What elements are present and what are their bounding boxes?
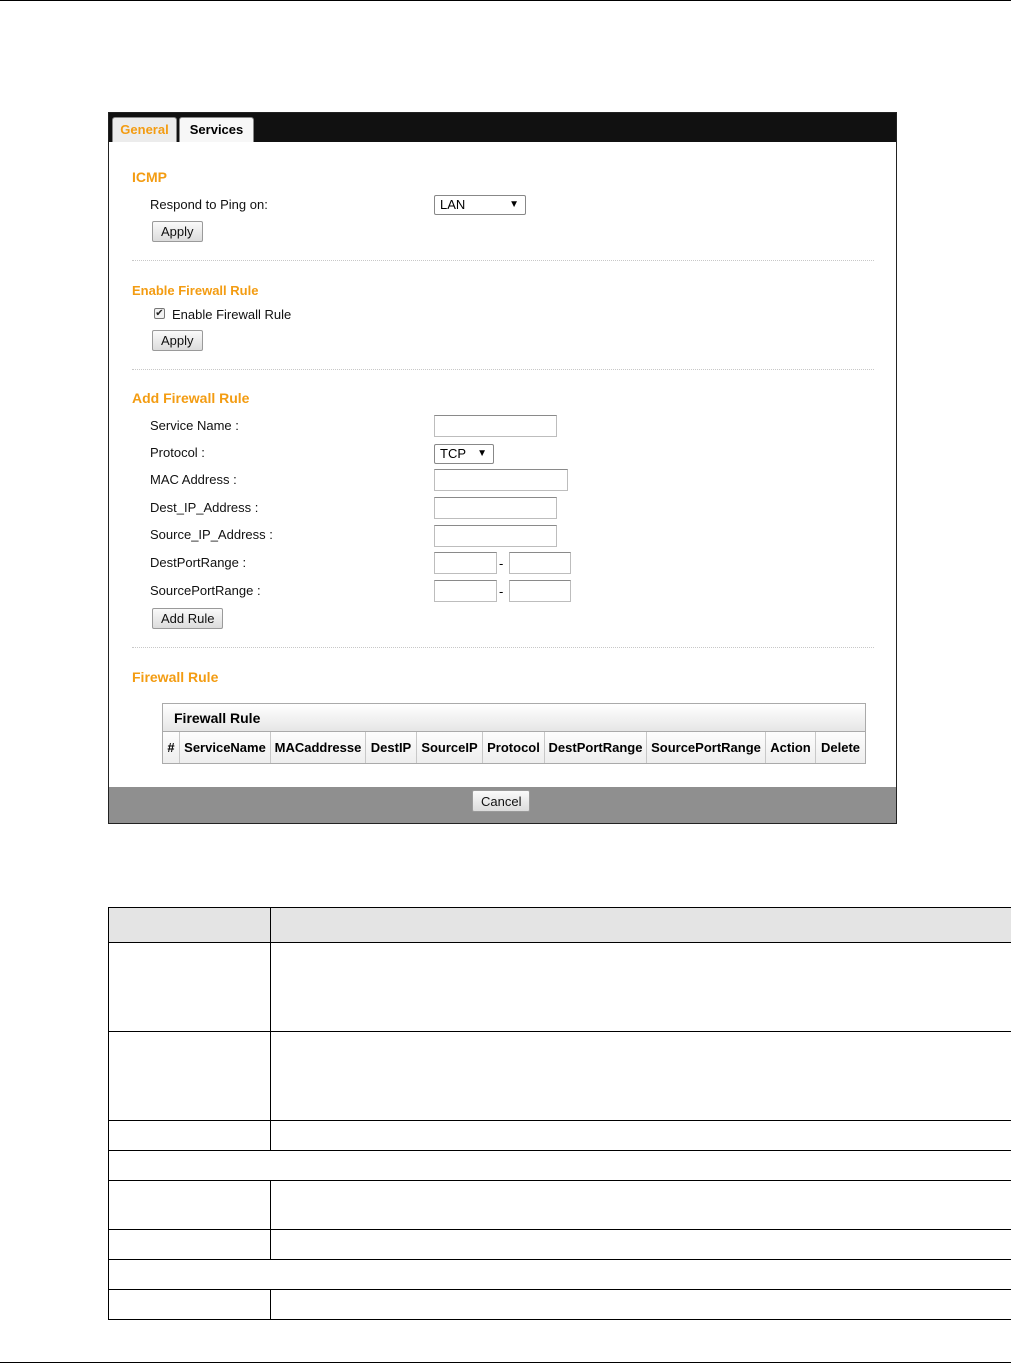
column-source-port-range: SourcePortRange [646,732,765,763]
section-divider [132,260,874,261]
protocol-label: Protocol : [150,445,205,460]
column-dest-ip: DestIP [365,732,416,763]
range-separator: - [499,556,504,571]
table-row [109,1290,1011,1320]
table-row [109,1032,1011,1121]
range-separator: - [499,584,504,599]
bottom-rule [0,1362,1011,1363]
add-rule-button[interactable]: Add Rule [152,608,223,629]
source-port-end-input[interactable] [509,580,571,602]
table-header-row [109,908,1011,943]
column-mac-address: MACaddresse [270,732,365,763]
cancel-button[interactable]: Cancel [472,790,530,812]
table-header-cell [109,908,271,943]
table-row [109,943,1011,1032]
enable-rule-title: Enable Firewall Rule [132,283,259,298]
column-index: # [167,740,175,755]
table-cell [271,1121,1011,1151]
description-table [108,907,1011,1320]
service-name-label: Service Name : [150,418,239,433]
section-divider [132,369,874,370]
dest-port-start-input[interactable] [434,552,497,574]
protocol-value: TCP [440,446,466,461]
dropdown-arrow-icon: ▼ [477,448,487,459]
dest-ip-label: Dest_IP_Address : [150,500,259,515]
table-cell [271,1032,1011,1121]
footer-bar [109,787,896,823]
table-row [109,1121,1011,1151]
respond-ping-select[interactable] [434,195,526,215]
enable-rule-checkbox[interactable] [154,308,165,319]
table-row [109,1230,1011,1260]
source-ip-label: Source_IP_Address : [150,527,273,542]
table-cell [109,1121,271,1151]
table-cell [271,1181,1011,1230]
table-row [109,1260,1011,1290]
column-action: Action [765,732,815,763]
table-caption: Firewall Rule [163,704,865,732]
source-ip-input[interactable] [434,525,557,547]
dropdown-arrow-icon: ▼ [509,199,519,210]
table-cell [109,943,271,1032]
source-port-start-input[interactable] [434,580,497,602]
table-section-row [109,1151,1011,1181]
top-rule [0,0,1011,1]
respond-ping-label: Respond to Ping on: [150,197,268,212]
table-cell [109,1181,271,1230]
dest-ip-input[interactable] [434,497,557,519]
services-window [108,112,897,824]
add-rule-title: Add Firewall Rule [132,390,250,406]
tab-general[interactable]: General [112,117,177,142]
respond-ping-value: LAN [440,197,466,212]
table-cell [109,1230,271,1260]
icmp-apply-button[interactable]: Apply [152,221,203,242]
tab-services[interactable]: Services [179,117,254,142]
column-dest-port-range: DestPortRange [544,732,646,763]
table-row [109,1151,1011,1181]
table-row [109,1181,1011,1230]
table-cell [271,1230,1011,1260]
mac-address-label: MAC Address : [150,472,237,487]
enable-rule-checkbox-label: Enable Firewall Rule [172,307,292,322]
column-delete: Delete [815,732,865,763]
table-header-cell [271,908,1011,943]
firewall-rule-table [162,703,866,764]
source-port-label: SourcePortRange : [150,583,261,598]
tab-bar [109,113,896,142]
dest-port-label: DestPortRange : [150,555,247,570]
enable-rule-apply-button[interactable]: Apply [152,330,203,351]
mac-address-input[interactable] [434,469,568,491]
column-protocol: Protocol [482,732,544,763]
table-section-row [109,1260,1011,1290]
checkmark-icon: ✔ [155,308,164,319]
table-cell [109,1032,271,1121]
protocol-select[interactable] [434,444,494,464]
table-header-row [163,732,865,763]
table-cell [271,943,1011,1032]
column-source-ip: SourceIP [416,732,482,763]
section-divider [132,647,874,648]
column-service-name: ServiceName [179,732,270,763]
table-cell [109,1290,271,1320]
service-name-input[interactable] [434,415,557,437]
icmp-title: ICMP [132,169,167,185]
firewall-rule-title: Firewall Rule [132,669,219,685]
table-cell [271,1290,1011,1320]
dest-port-end-input[interactable] [509,552,571,574]
